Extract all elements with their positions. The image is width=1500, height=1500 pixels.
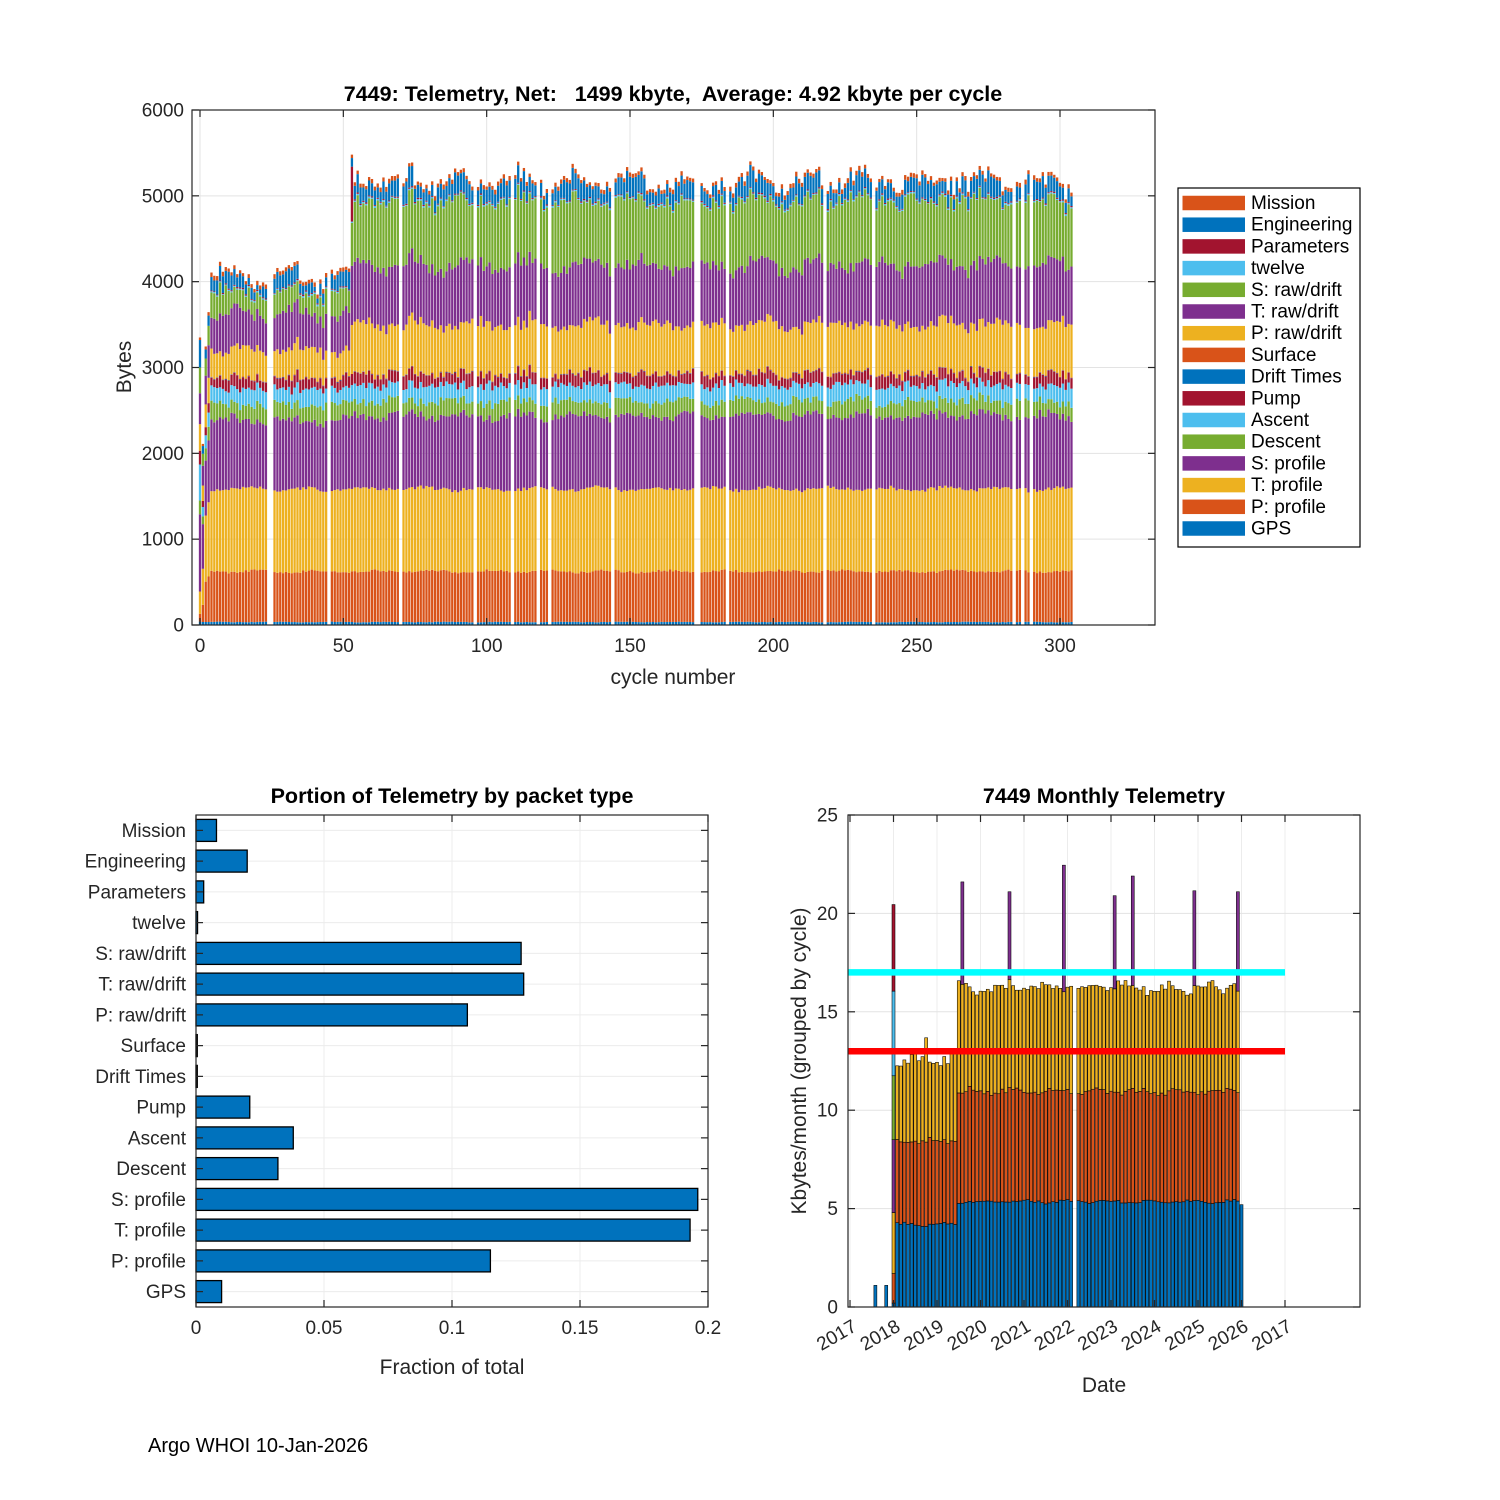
svg-text:Surface: Surface	[120, 1036, 186, 1058]
svg-text:Descent: Descent	[116, 1159, 186, 1181]
legend-swatch	[1183, 283, 1246, 298]
svg-text:50: 50	[332, 636, 354, 657]
svg-text:Mission: Mission	[121, 820, 186, 842]
legend-swatch	[1183, 348, 1246, 363]
legend-label: Engineering	[1251, 214, 1353, 236]
svg-text:4000: 4000	[141, 272, 184, 294]
svg-text:Pump: Pump	[136, 1097, 186, 1119]
legend-label: Descent	[1251, 431, 1321, 453]
legend-label: P: raw/drift	[1251, 323, 1342, 345]
svg-text:0.1: 0.1	[438, 1318, 466, 1339]
svg-text:Drift Times: Drift Times	[95, 1066, 186, 1088]
legend-label: Parameters	[1251, 236, 1350, 258]
legend-swatch	[1183, 196, 1246, 211]
legend-label: P: profile	[1251, 496, 1326, 518]
cycle-bars	[199, 155, 1073, 625]
svg-text:Parameters: Parameters	[87, 882, 186, 904]
legend-label: Surface	[1251, 344, 1317, 366]
svg-text:GPS: GPS	[145, 1282, 186, 1304]
monthly-bars	[874, 865, 1243, 1307]
legend-swatch	[1183, 413, 1246, 428]
svg-text:1000: 1000	[141, 529, 184, 551]
monthly-chart	[813, 806, 1360, 1356]
top-chart-title: 7449: Telemetry, Net: 1499 kbyte, Average: 4.92 kbyte per cycle	[343, 82, 1003, 106]
svg-text:0: 0	[194, 636, 206, 657]
svg-text:Ascent: Ascent	[127, 1128, 186, 1150]
legend-swatch	[1183, 326, 1246, 341]
legend-swatch	[1183, 217, 1246, 232]
svg-text:T: raw/drift: T: raw/drift	[98, 974, 186, 996]
monthly-chart-title: 7449 Monthly Telemetry	[982, 784, 1226, 808]
legend-label: GPS	[1251, 518, 1292, 540]
legend-swatch	[1183, 478, 1246, 493]
portion-chart	[85, 815, 722, 1339]
telemetry-by-cycle-chart	[142, 101, 1155, 658]
portion-chart-title: Portion of Telemetry by packet type	[270, 784, 634, 808]
svg-text:200: 200	[757, 636, 790, 657]
legend-swatch	[1183, 261, 1246, 276]
legend-swatch	[1183, 521, 1246, 536]
legend-label: T: profile	[1251, 475, 1323, 497]
svg-text:twelve: twelve	[132, 913, 186, 935]
legend-swatch	[1183, 434, 1246, 449]
svg-text:P: raw/drift: P: raw/drift	[95, 1005, 186, 1027]
legend-label: T: raw/drift	[1251, 301, 1339, 323]
legend-box	[1178, 188, 1360, 547]
svg-text:100: 100	[470, 636, 503, 657]
legend-swatch	[1183, 391, 1246, 406]
legend-swatch	[1183, 369, 1246, 384]
svg-text:2000: 2000	[141, 443, 184, 465]
legend-label: Pump	[1251, 388, 1301, 410]
svg-text:S: profile: S: profile	[111, 1189, 186, 1211]
legend-label: S: raw/drift	[1251, 279, 1342, 301]
svg-text:0: 0	[190, 1318, 202, 1339]
top-chart-ylabel: Bytes	[113, 340, 136, 394]
svg-text:S: raw/drift: S: raw/drift	[95, 943, 186, 965]
svg-text:0.15: 0.15	[561, 1318, 599, 1339]
legend-label: Drift Times	[1251, 366, 1342, 388]
svg-text:Engineering: Engineering	[84, 851, 186, 873]
footer-text: Argo WHOI 10-Jan-2026	[148, 1435, 369, 1457]
legend-label: S: profile	[1251, 453, 1326, 475]
legend-label: Ascent	[1251, 410, 1310, 431]
svg-text:5000: 5000	[141, 186, 184, 208]
svg-text:6000: 6000	[141, 100, 184, 122]
legend-swatch	[1183, 304, 1246, 319]
legend-swatch	[1183, 239, 1246, 254]
svg-text:300: 300	[1044, 636, 1076, 657]
legend-swatch	[1183, 456, 1246, 471]
svg-text:P: profile: P: profile	[111, 1251, 186, 1273]
svg-text:250: 250	[900, 636, 933, 657]
legend-label: Mission	[1251, 193, 1316, 214]
monthly-chart-xlabel: Date	[1081, 1374, 1127, 1397]
svg-text:0.2: 0.2	[694, 1318, 722, 1339]
svg-text:150: 150	[614, 636, 646, 657]
svg-text:T: profile: T: profile	[114, 1220, 186, 1242]
portion-chart-xlabel: Fraction of total	[379, 1356, 525, 1379]
legend-label: twelve	[1251, 258, 1305, 280]
legend-swatch	[1183, 500, 1246, 515]
svg-text:3000: 3000	[141, 358, 184, 379]
svg-text:0: 0	[173, 615, 184, 637]
top-chart-xlabel: cycle number	[610, 666, 736, 689]
monthly-chart-ylabel: Kbytes/month (grouped by cycle)	[788, 907, 811, 1215]
svg-text:0.05: 0.05	[305, 1318, 343, 1339]
